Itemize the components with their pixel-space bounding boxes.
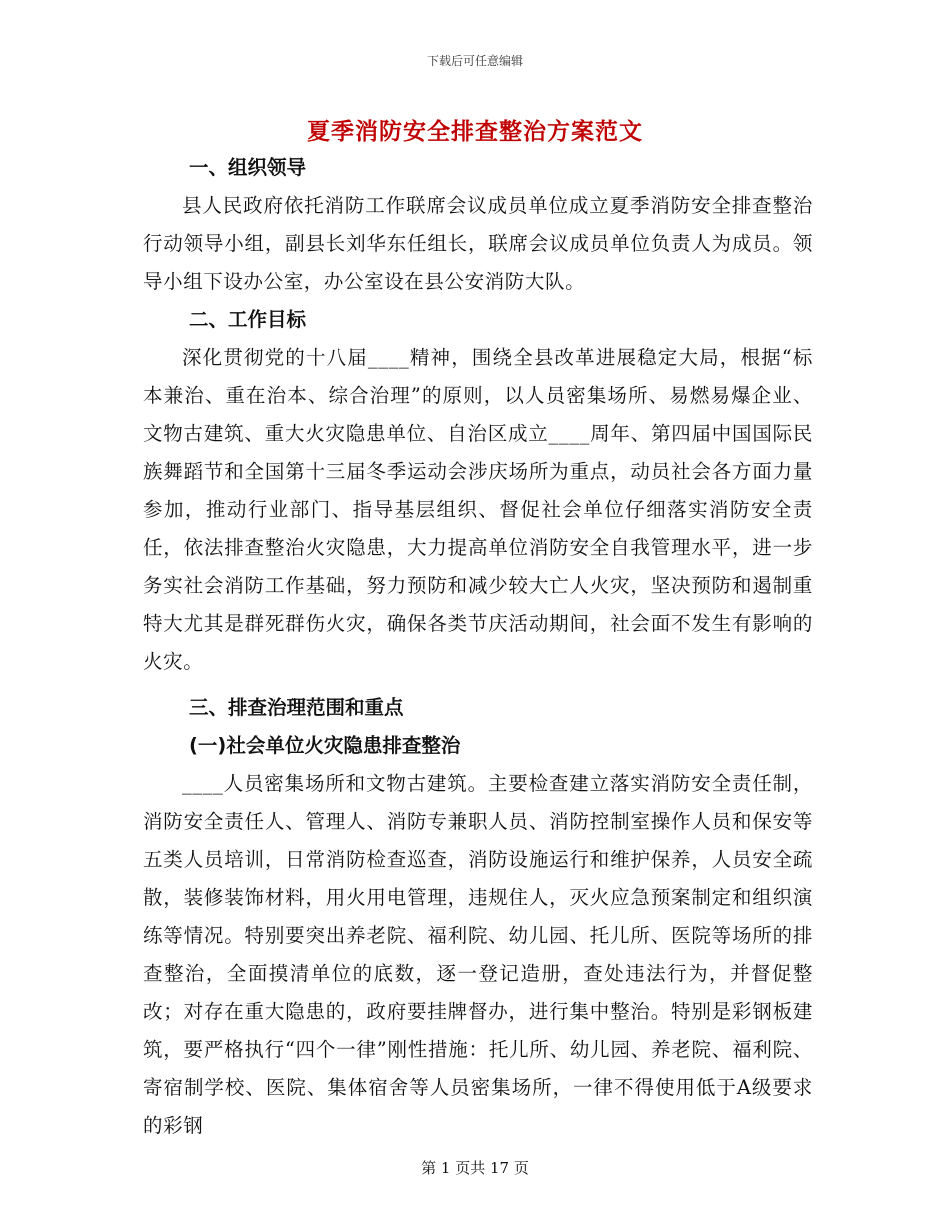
spacer (143, 681, 813, 689)
paragraph-units: ____人员密集场所和文物古建筑。主要检查建立落实消防安全责任制，消防安全责任人、管理人、消防专兼职人员、消防控制室操作人员和保安等五类人员培训，日常消防检查巡查，消防设施运行和维护保养，人员安全疏散，装修装饰材料，用火用电管理，违规住人，灭火应急预案制定和组织演练等情况。特别要突出养老院、福利院、幼儿园、托儿所、医院等场所的排查整治，全面摸清单位的底数，逐一登记造册，查处违法行为，并督促整改；对存在重大隐患的，政府要挂牌督办，进行集中整治。特别是彩钢板建筑，要严格执行“四个一律”刚性措施：托儿所、幼儿园、养老院、福利院、寄宿制学校、医院、集体宿舍等人员密集场所，一律不得使用低于A级要求的彩钢 (143, 772, 813, 1137)
header-note: 下载后可任意编辑 (426, 54, 523, 68)
document-body (143, 149, 813, 1145)
section-heading-goals: 二、工作目标 (189, 308, 307, 331)
document-title: 夏季消防安全排查整治方案范文 (307, 118, 643, 145)
section-heading-organization: 一、组织领导 (189, 156, 307, 179)
section-heading-scope: 三、排查治理范围和重点 (189, 696, 404, 719)
subsection-heading-units: (一)社会单位火灾隐患排查整治 (189, 734, 461, 757)
paragraph-organization: 县人民政府依托消防工作联席会议成员单位成立夏季消防安全排查整治行动领导小组，副县长刘华东任组长，联席会议成员单位负责人为成员。领导小组下设办公室，办公室设在县公安消防大队。 (143, 194, 813, 293)
page-footer: 第 1 页共 17 页 (421, 1159, 529, 1177)
paragraph-goals: 深化贯彻党的十八届____精神，围绕全县改革进展稳定大局，根据“标本兼治、重在治本、综合治理”的原则，以人员密集场所、易燃易爆企业、文物古建筑、重大火灾隐患单位、自治区成立____周年、第四届中国国际民族舞蹈节和全国第十三届冬季运动会涉庆场所为重点，动员社会各方面力量参加，推动行业部门、指导基层组织、督促社会单位仔细落实消防安全责任，依法排查整治火灾隐患，大力提高单位消防安全自我管理水平，进一步务实社会消防工作基础，努力预防和减少较大亡人火灾，坚决预防和遏制重特大尤其是群死群伤火灾，确保各类节庆活动期间，社会面不发生有影响的火灾。 (143, 346, 813, 673)
